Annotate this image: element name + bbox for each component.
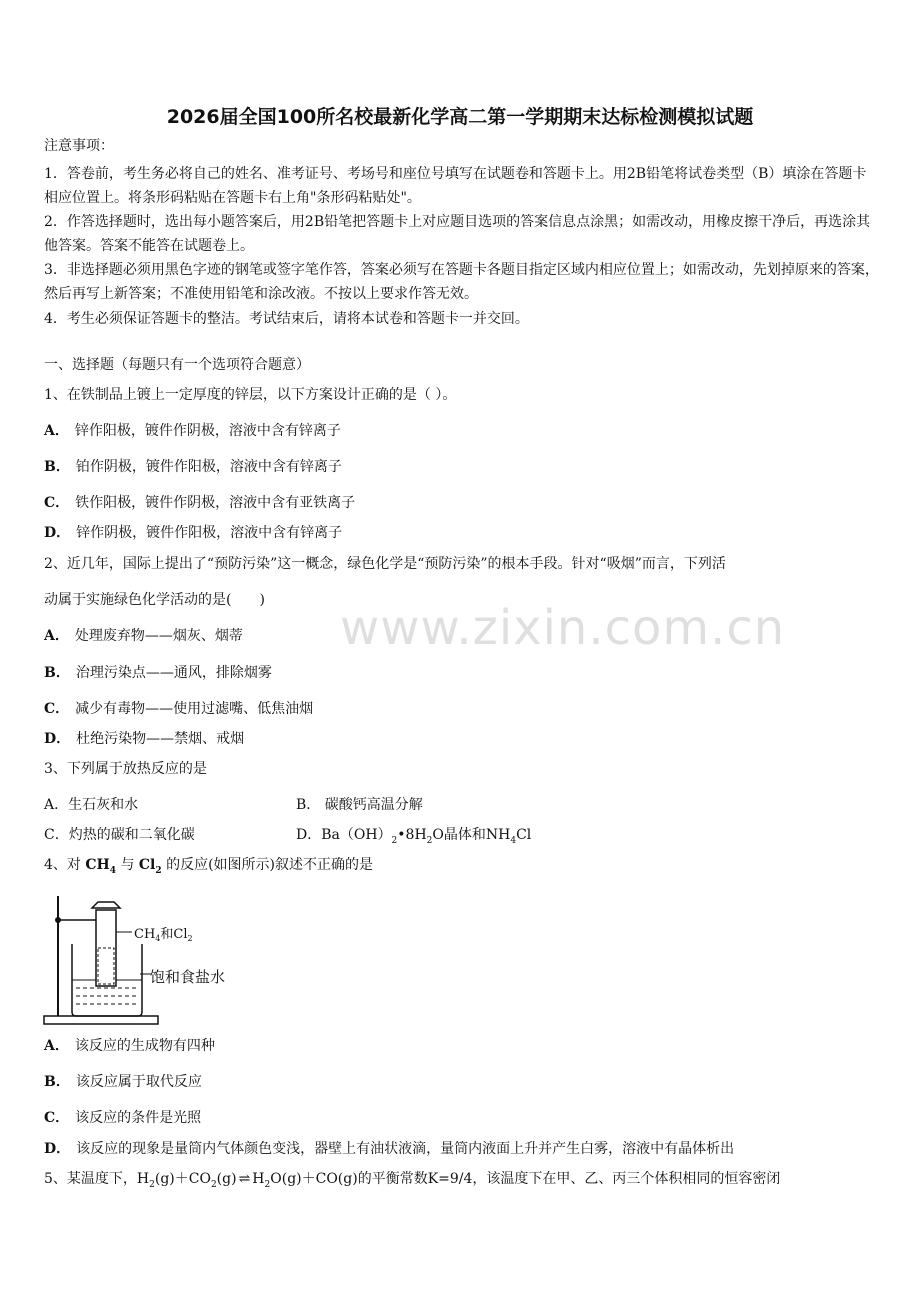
q3-option-a: A．生石灰和水 — [44, 797, 139, 813]
notice-item-1: 1．答卷前，考生务必将自己的姓名、准考证号、考场号和座位号填写在试题卷和答题卡上。用2B铅笔将试卷类型（B）填涂在答题卡相应位置上。将条形码粘贴在答题卡右上角"条形码粘贴处"。 — [44, 166, 867, 206]
equilibrium-arrow-icon: ⇌ — [238, 1171, 251, 1187]
q1-option-b: B． 铂作阴极，镀件作阳极，溶液中含有锌离子 — [44, 459, 342, 475]
notice-heading: 注意事项： — [44, 138, 114, 154]
q1-option-a: A． 锌作阳极，镀件作阴极，溶液中含有锌离子 — [44, 423, 341, 439]
q2-option-d: D． 杜绝污染物——禁烟、戒烟 — [44, 731, 245, 747]
label-gas: $CH_4$和$Cl_2$ — [134, 927, 193, 943]
q4-option-c: C． 该反应的条件是光照 — [44, 1110, 202, 1126]
section-heading: 一、选择题（每题只有一个选项符合题意） — [44, 357, 310, 373]
liquid-hatch — [76, 988, 138, 1004]
notice-item-3: 3．非选择题必须用黑色字迹的钢笔或签字笔作答，答案必须写在答题卡各题目指定区域内相应位置上；如需改动，先划掉原来的答案，然后再写上新答案；不准使用铅笔和涂改液。不按以上要求作答无效。 — [44, 262, 879, 302]
q2-stem-line1: 2、近几年，国际上提出了“预防污染”这一概念，绿色化学是“预防污染”的根本手段。针对“吸烟”而言，下列活 — [44, 556, 726, 572]
q2-option-a: A． 处理废弃物——烟灰、烟蒂 — [44, 628, 243, 644]
q1-option-d: D． 锌作阴极，镀件作阳极，溶液中含有锌离子 — [44, 525, 343, 541]
q1-stem: 1、在铁制品上镀上一定厚度的锌层，以下方案设计正确的是（ ）。 — [44, 387, 457, 403]
q4-option-a: A． 该反应的生成物有四种 — [44, 1038, 215, 1054]
q1-option-c: C． 铁作阳极，镀件作阴极，溶液中含有亚铁离子 — [44, 495, 356, 511]
notice-item-2: 2．作答选择题时，选出每小题答案后，用2B铅笔把答题卡上对应题目选项的答案信息点涂黑；如需改动，用橡皮擦干净后，再选涂其他答案。答案不能答在试题卷上。 — [44, 214, 871, 254]
cylinder-top — [92, 902, 120, 908]
label-brine: 饱和食盐水 — [150, 968, 226, 986]
q3-stem: 3、下列属于放热反应的是 — [44, 761, 207, 777]
q3-option-c: C．灼热的碳和二氧化碳 — [44, 827, 195, 843]
watermark: www.zixin.com.cn — [340, 600, 786, 656]
q2-stem-line2: 动属于实施绿色化学活动的是( ) — [44, 592, 265, 608]
q4-stem: 4、对 $CH_4$ 与 $Cl_2$ 的反应(如图所示)叙述不正确的是 — [44, 857, 374, 876]
reaction-apparatus-figure — [40, 888, 270, 1030]
q4-option-b: B． 该反应属于取代反应 — [44, 1074, 202, 1090]
q3-option-b: B． 碳酸钙高温分解 — [296, 797, 423, 813]
q2-option-c: C． 减少有毒物——使用过滤嘴、低焦油烟 — [44, 701, 314, 717]
q2-option-b: B． 治理污染点——通风，排除烟雾 — [44, 665, 272, 681]
q4-option-d: D． 该反应的现象是量筒内气体颜色变浅，器壁上有油状液滴，量筒内液面上升并产生白雾，溶液中有晶体析出 — [44, 1141, 735, 1157]
q3-option-d: D．$Ba(OH)_2•8H_2O$晶体和$NH_4Cl$ — [296, 827, 532, 846]
stand-base — [44, 1016, 158, 1024]
q5-stem: 5、某温度下，$H_2(g)+CO_2(g)$ ⇌ $H_2O(g)+CO(g)$的平衡常数K=9/4，该温度下在甲、乙、丙三个体积相同的恒容密闭 — [44, 1171, 781, 1190]
notice-item-4: 4．考生必须保证答题卡的整洁。考试结束后，请将本试卷和答题卡一并交回。 — [44, 311, 529, 327]
page-title: 2026届全国100所名校最新化学高二第一学期期末达标检测模拟试题 — [166, 106, 754, 128]
